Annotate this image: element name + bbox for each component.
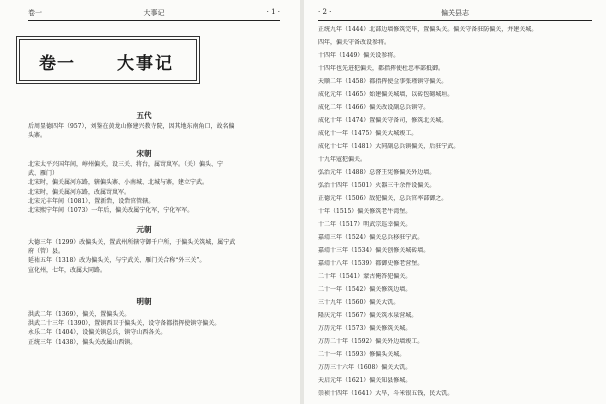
chronicle-line: 二十一年（1542）偏关修筑边墙。: [318, 286, 412, 293]
chronicle-line: 天启元年（1621）偏关知县修城。: [318, 377, 412, 384]
chronicle-line: 嘉靖十八年（1539）都御史修老营堡。: [318, 260, 424, 267]
chronicle-line: 十四年（1449）偏关设参将。: [318, 52, 400, 59]
chronicle-line: 三十九年（1560）偏关大饥。: [318, 299, 400, 306]
chapter-number: 卷一: [39, 54, 75, 74]
chapter-title: 大事记: [117, 54, 174, 74]
chronicle-line: 二十一年（1593）修偏头关城。: [318, 351, 406, 358]
left-header-volume: 卷一: [28, 9, 42, 17]
chronicle-line: 成化元年（1465）始建偏关城墙，以砖包砌城垣。: [318, 91, 454, 98]
section-heading: 元朝: [136, 225, 152, 234]
chronicle-line: 正德元年（1506）敌犯偏关，总兵官率部御之。: [318, 195, 448, 202]
section-heading: 宋朝: [136, 149, 152, 158]
section-paragraph: 大德三年（1299）改偏头关，置武州所辖守御千户所，于偏头关筑城，属宁武 府（管）县。 延祐五年（1318）改为偏头关，与宁武关、雁门关合称“外三关”。 宣化州，七年，改属大同路。: [28, 239, 236, 274]
section-paragraph: 北宋太平兴国年间，崞州偏关，设三关、将台，属岢岚军。（关）偏头、宁 武、雁门） 北宋时，偏关属河东路，辖偏头寨、小南城、北城与寨，建立宁武。 北宋时，偏关属河东路，改属岢岚军。 北宋元丰年间（1081），置新砦，设砦官管辖。 北宋熙宁年间（1073）一年后，偏关改属宁化军，宁化军军。: [28, 161, 224, 215]
section-paragraph: 后周显德四年（957），刘鉴在黄龙山修建兴教寺院，因其地东南角口，故名偏 头寨。: [28, 123, 235, 140]
section-paragraph: 洪武二年（1369），偏关，置偏头关。 洪武二十三年（1390），置镇西卫于偏头关，设守备都指挥使镇守偏关。 永乐二年（1404），设偏关镇总兵，镇守山西各关。 正统三年（1438），偏头关改属山西镇。: [28, 311, 221, 346]
chronicle-line: 崇祯十四年（1641）大旱，斗米银五钱，民大饥。: [318, 390, 454, 397]
chronicle-line: 正统九年（1444）北部边墙修筑完毕，置偏头关。偏关守备驻防偏关，并建关城。: [318, 26, 538, 33]
chronicle-line: 十四年也先进犯偏关，都指挥使杜忠率部抵御。: [318, 65, 445, 72]
chronicle-line: 成化十七年（1481）大同副总兵镇偏关，后驻宁武。: [318, 143, 460, 150]
chronicle-line: 弘治元年（1488）总督王宪修偏关外边墙。: [318, 169, 436, 176]
chronicle-line: 嘉靖十三年（1534）偏关创修关城砖墙。: [318, 247, 430, 254]
right-page: [304, 0, 606, 404]
chronicle-line: 十年（1515）偏关修筑老牛湾堡。: [318, 208, 412, 215]
chronicle-line: 成化十一年（1475）偏关大城竣工。: [318, 130, 418, 137]
section-heading: 明朝: [136, 297, 152, 306]
chronicle-line: 嘉靖三年（1524）偏关总兵移驻宁武。: [318, 234, 424, 241]
chronicle-line: 二十年（1541）蒙古俺答犯偏关。: [318, 273, 412, 280]
chronicle-line: 四年，偏关守备改设参将。: [318, 39, 391, 46]
left-header-page-number: · 1 ·: [266, 8, 280, 16]
chronicle-line: 成化十年（1474）置偏关守备司，修筑北关城。: [318, 117, 448, 124]
chronicle-line: 十九年寇犯偏关。: [318, 156, 367, 163]
chronicle-line: 弘治十四年（1501）火器三千余件设偏关。: [318, 182, 436, 189]
left-page: [0, 0, 300, 404]
chronicle-line: 万历二十年（1592）偏关外边墙竣工。: [318, 338, 424, 345]
chronicle-line: 万历三十六年（1608）偏关大饥。: [318, 364, 412, 371]
chronicle-line: 万历元年（1573）偏关修筑关城。: [318, 325, 412, 332]
right-header-title: 偏关县志: [441, 9, 469, 17]
right-header-page-number: · 2 ·: [318, 8, 332, 16]
chronicle-line: 成化二年（1466）偏关改设副总兵镇守。: [318, 104, 430, 111]
section-heading: 五代: [136, 111, 152, 120]
chronicle-line: 天顺二年（1458）都指挥使佥事张瑾镇守偏关。: [318, 78, 448, 85]
chronicle-line: 十二年（1517）明武宗巡幸偏关。: [318, 221, 412, 228]
chronicle-line: 隆庆元年（1567）偏关筑水泉营城。: [318, 312, 418, 319]
right-page-header: [318, 8, 592, 21]
left-page-header: [28, 8, 280, 21]
left-header-title: 大事记: [143, 9, 165, 17]
chapter-title-box: [16, 36, 200, 84]
